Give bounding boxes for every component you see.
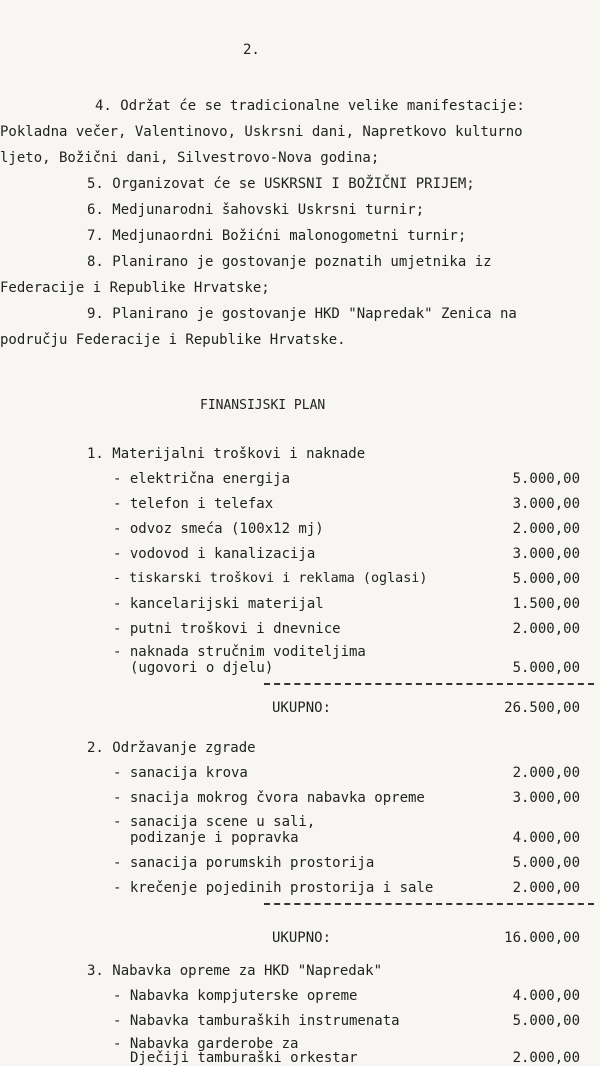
section-2-item-amount: 5.000,00 [512, 855, 580, 871]
section-1-item-label: - odvoz smeća (100x12 mj) [113, 521, 324, 537]
page-number: 2. [243, 42, 260, 58]
section-1-total-amount: 26.500,00 [504, 700, 580, 716]
section-1-item-amount: 3.000,00 [512, 496, 580, 512]
section-2-item-amount: 4.000,00 [512, 830, 580, 846]
section-2-item-label: - snacija mokrog čvora nabavka opreme [113, 790, 425, 806]
section-1-item-label: - električna energija [113, 471, 291, 487]
section-1-total-label: UKUPNO: [272, 700, 332, 716]
section-1-item-amount: 2.000,00 [512, 521, 580, 537]
section-1-title: 1. Materijalni troškovi i naknade [87, 446, 366, 462]
section-1-item-amount: 5.000,00 [512, 571, 580, 587]
section-2-total-amount: 16.000,00 [504, 930, 580, 946]
section-2-item-label-cont: podizanje i popravka [130, 830, 299, 846]
section-2-item-amount: 3.000,00 [512, 790, 580, 806]
plan-title: FINANSIJSKI PLAN [200, 398, 326, 413]
section-2-divider [264, 903, 594, 905]
item-4-line-3: ljeto, Božični dani, Silvestrovo-Nova godina; [0, 150, 380, 166]
item-9-line-1: 9. Planirano je gostovanje HKD "Napredak" Zenica na [87, 306, 517, 322]
item-8-line-2: Federacije i Republike Hrvatske; [0, 280, 270, 296]
section-2-total-label: UKUPNO: [272, 930, 332, 946]
section-2-item-label: - krečenje pojedinih prostorija i sale [113, 880, 434, 896]
section-2-title: 2. Održavanje zgrade [87, 740, 256, 756]
section-3-item-label: - Nabavka garderobe za [113, 1036, 299, 1052]
section-2-item-label: - sanacija krova [113, 765, 248, 781]
item-8-line-1: 8. Planirano je gostovanje poznatih umjetnika iz [87, 254, 492, 270]
section-3-title: 3. Nabavka opreme za HKD "Napredak" [87, 963, 383, 979]
item-7: 7. Medjunaordni Božićni malonogometni turnir; [87, 228, 467, 244]
section-1-item-amount: 5.000,00 [512, 471, 580, 487]
section-1-item-label: - naknada stručnim voditeljima [113, 644, 366, 660]
section-1-divider [264, 683, 594, 685]
section-3-item-amount: 4.000,00 [512, 988, 580, 1004]
section-1-item-amount: 1.500,00 [512, 596, 580, 612]
section-1-item-label: - tiskarski troškovi i reklama (oglasi) [113, 571, 428, 586]
section-3-item-label: - Nabavka kompjuterske opreme [113, 988, 358, 1004]
item-5: 5. Organizovat će se USKRSNI I BOŽIČNI PRIJEM; [87, 176, 475, 192]
section-2-item-label: - sanacija porumskih prostorija [113, 855, 375, 871]
section-1-item-label: - putni troškovi i dnevnice [113, 621, 341, 637]
section-1-item-label: - kancelarijski materijal [113, 596, 324, 612]
section-2-item-amount: 2.000,00 [512, 880, 580, 896]
section-3-item-amount: 5.000,00 [512, 1013, 580, 1029]
item-9-line-2: području Federacije i Republike Hrvatske. [0, 332, 346, 348]
section-1-item-amount: 2.000,00 [512, 621, 580, 637]
section-3-item-label: - Nabavka tamburaških instrumenata [113, 1013, 400, 1029]
section-1-item-label-cont: (ugovori o djelu) [130, 660, 274, 676]
section-3-item-amount: 2.000,00 [512, 1050, 580, 1066]
section-1-item-label: - telefon i telefax [113, 496, 274, 512]
section-1-item-amount: 5.000,00 [512, 660, 580, 676]
section-2-item-label: - sanacija scene u sali, [113, 814, 316, 830]
section-1-item-amount: 3.000,00 [512, 546, 580, 562]
section-3-item-label-cont: Dječiji tamburaški orkestar [130, 1050, 358, 1066]
item-4-line-2: Pokladna večer, Valentinovo, Uskrsni dani, Napretkovo kulturno [0, 124, 523, 140]
item-4-line-1: 4. Održat će se tradicionalne velike manifestacije: [95, 98, 525, 114]
section-1-item-label: - vodovod i kanalizacija [113, 546, 316, 562]
section-2-item-amount: 2.000,00 [512, 765, 580, 781]
item-6: 6. Medjunarodni šahovski Uskrsni turnir; [87, 202, 425, 218]
